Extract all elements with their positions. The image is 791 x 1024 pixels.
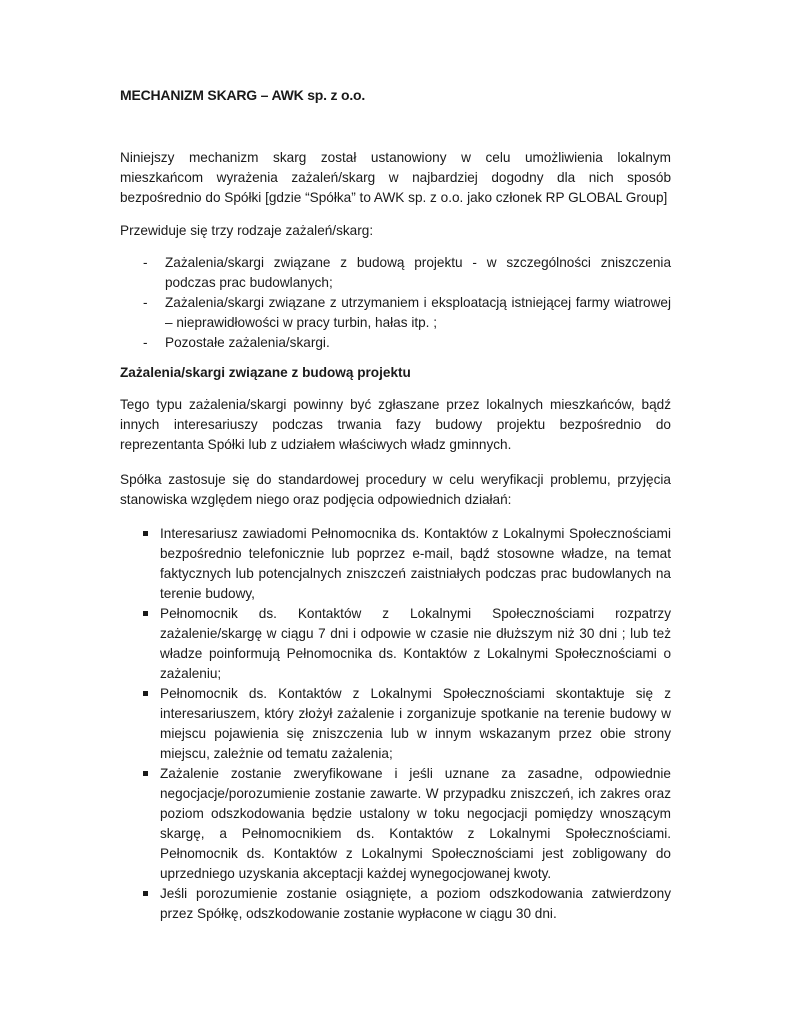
procedure-steps-list — [120, 524, 671, 924]
list-item-text: Interesariusz zawiadomi Pełnomocnika ds. Kontaktów z Lokalnymi Społecznościami bezpośrednio telefonicznie lub poprzez e-mail, bądź stosowne władze, na temat faktycznych lub potencjalnych zniszczeń zaistniałych podczas prac budowlanych na terenie budowy, — [160, 526, 671, 601]
complaint-types-list — [120, 253, 671, 353]
square-bullet-icon — [143, 691, 148, 696]
dash-marker: - — [143, 335, 148, 350]
section-paragraph-1: Tego typu zażalenia/skargi powinny być zgłaszane przez lokalnych mieszkańców, bądź innych interesariuszy podczas trwania fazy budowy projektu bezpośrednio do reprezentanta Spółki lub z udziałem właściwych władz gminnych. — [120, 397, 671, 452]
document-body — [120, 148, 671, 924]
dash-marker: - — [143, 255, 148, 270]
square-bullet-icon — [143, 891, 148, 896]
list-item — [120, 604, 671, 684]
dash-marker: - — [143, 295, 148, 310]
document-page — [120, 0, 671, 1024]
square-bullet-icon — [143, 771, 148, 776]
list-item — [120, 884, 671, 924]
list-item-text: Pozostałe zażalenia/skargi. — [165, 335, 330, 350]
list-item — [120, 684, 671, 764]
list-item — [120, 524, 671, 604]
list-item-text: Zażalenia/skargi związane z budową projektu - w szczególności zniszczenia podczas prac budowlanych; — [165, 255, 671, 290]
list-item — [120, 333, 671, 353]
list-item-text: Pełnomocnik ds. Kontaktów z Lokalnymi Społecznościami skontaktuje się z interesariuszem, który złożył zażalenie i zorganizuje spotkanie na terenie budowy w miejscu pojawienia się zniszczenia lub w innym wskazanym przez obie strony miejscu, zależnie od tematu zażalenia; — [160, 686, 671, 761]
square-bullet-icon — [143, 531, 148, 536]
list-item — [120, 764, 671, 884]
square-bullet-icon — [143, 611, 148, 616]
list-item — [120, 253, 671, 293]
list-item-text: Zażalenia/skargi związane z utrzymaniem i eksploatacją istniejącej farmy wiatrowej – nieprawidłowości w pracy turbin, hałas itp. ; — [165, 295, 671, 330]
list-item-text: Zażalenie zostanie zweryfikowane i jeśli uznane za zasadne, odpowiednie negocjacje/porozumienie zostanie zawarte. W przypadku zniszczeń, ich zakres oraz poziom odszkodowania będzie ustalony w toku negocjacji pomiędzy wnoszącym skargę, a Pełnomocnikiem ds. Kontaktów z Lokalnymi Społecznościami. Pełnomocnik ds. Kontaktów z Lokalnymi Społecznościami jest zobligowany do uprzedniego uzyskania akceptacji każdej wynegocjowanej kwoty. — [160, 766, 671, 881]
section-heading: Zażalenia/skargi związane z budową projektu — [120, 365, 411, 380]
intro-paragraph: Niniejszy mechanizm skarg został ustanowiony w celu umożliwienia lokalnym mieszkańcom wyrażenia zażaleń/skarg w najbardziej dogodny dla nich sposób bezpośrednio do Spółki [gdzie “Spółka” to AWK sp. z o.o. jako członek RP GLOBAL Group] — [120, 150, 671, 205]
list-item-text: Pełnomocnik ds. Kontaktów z Lokalnymi Społecznościami rozpatrzy zażalenie/skargę w ciągu 7 dni i odpowie w czasie nie dłuższym niż 30 dni ; lub też władze poinformują Pełnomocnika ds. Kontaktów z Lokalnymi Społecznościami o zażaleniu; — [160, 606, 671, 681]
list-item — [120, 293, 671, 333]
section-paragraph-2: Spółka zastosuje się do standardowej procedury w celu weryfikacji problemu, przyjęcia stanowiska względem niego oraz podjęcia odpowiednich działań: — [120, 472, 671, 507]
types-lead: Przewiduje się trzy rodzaje zażaleń/skarg: — [120, 223, 374, 238]
list-item-text: Jeśli porozumienie zostanie osiągnięte, a poziom odszkodowania zatwierdzony przez Spółkę, odszkodowanie zostanie wypłacone w ciągu 30 dni. — [160, 886, 671, 921]
document-title: MECHANIZM SKARG – AWK sp. z o.o. — [120, 87, 366, 103]
